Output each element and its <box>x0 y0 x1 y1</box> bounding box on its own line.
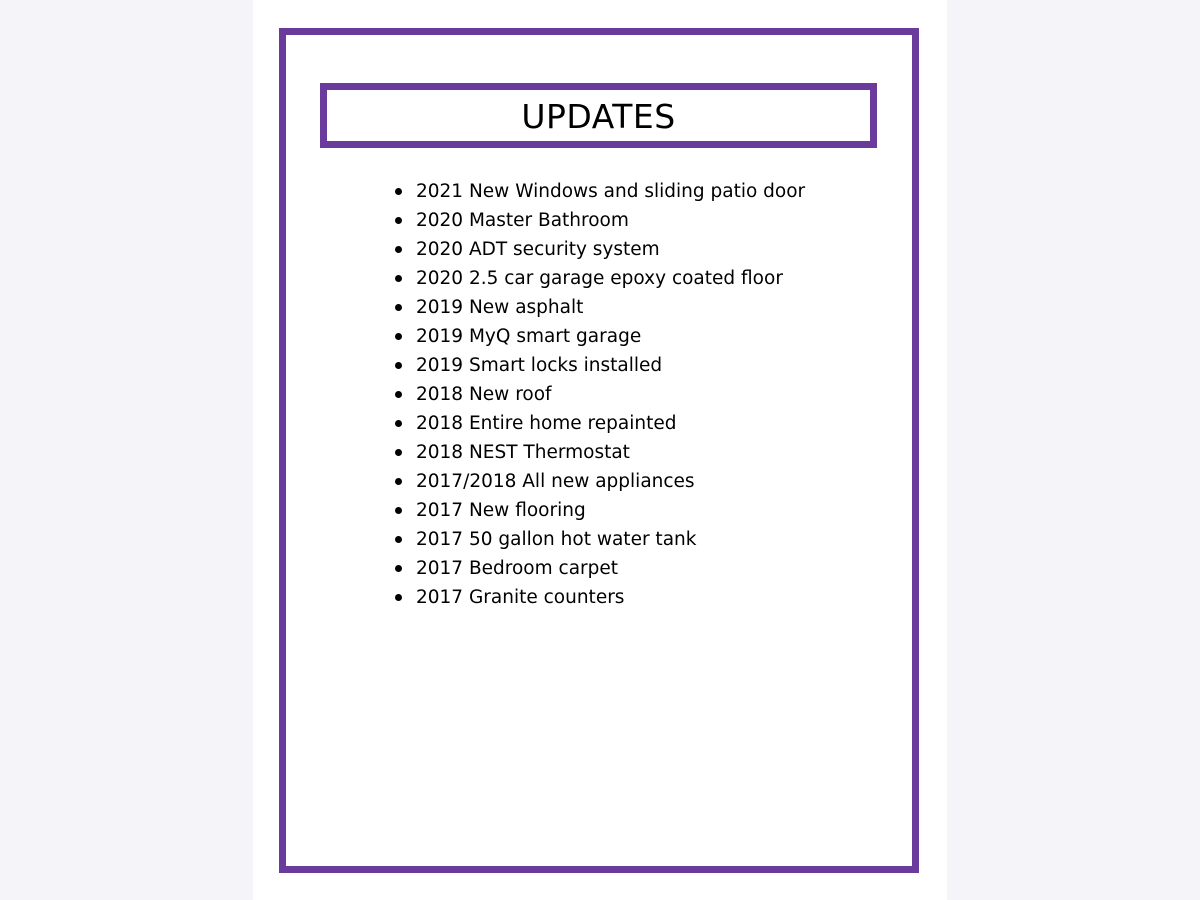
bullet-icon <box>395 536 402 543</box>
list-item-text: 2019 New asphalt <box>416 297 584 318</box>
list-item <box>390 380 805 409</box>
bullet-icon <box>395 420 402 427</box>
list-item <box>390 322 805 351</box>
bullet-icon <box>395 188 402 195</box>
bullet-icon <box>395 333 402 340</box>
list-item <box>390 235 805 264</box>
title-box <box>320 83 877 148</box>
page-title: UPDATES <box>521 97 676 136</box>
bullet-icon <box>395 391 402 398</box>
list-item-text: 2017 Granite counters <box>416 587 625 608</box>
list-item-text: 2020 2.5 car garage epoxy coated floor <box>416 268 783 289</box>
list-item <box>390 467 805 496</box>
bullet-icon <box>395 304 402 311</box>
updates-list <box>390 177 805 612</box>
list-item-text: 2020 Master Bathroom <box>416 210 629 231</box>
list-item <box>390 438 805 467</box>
list-item <box>390 583 805 612</box>
bullet-icon <box>395 217 402 224</box>
list-item <box>390 177 805 206</box>
list-item-text: 2018 Entire home repainted <box>416 413 677 434</box>
list-item <box>390 525 805 554</box>
list-item <box>390 351 805 380</box>
list-item-text: 2018 NEST Thermostat <box>416 442 630 463</box>
bullet-icon <box>395 275 402 282</box>
list-item-text: 2017 50 gallon hot water tank <box>416 529 697 550</box>
list-item-text: 2017 Bedroom carpet <box>416 558 619 579</box>
bullet-icon <box>395 594 402 601</box>
bullet-icon <box>395 449 402 456</box>
list-item-text: 2021 New Windows and sliding patio door <box>416 181 806 202</box>
list-item-text: 2018 New roof <box>416 384 552 405</box>
bullet-icon <box>395 362 402 369</box>
bullet-icon <box>395 565 402 572</box>
list-item <box>390 206 805 235</box>
list-item <box>390 409 805 438</box>
list-item <box>390 264 805 293</box>
bullet-icon <box>395 478 402 485</box>
bullet-icon <box>395 507 402 514</box>
list-item-text: 2017/2018 All new appliances <box>416 471 695 492</box>
list-item <box>390 554 805 583</box>
list-item <box>390 496 805 525</box>
list-item-text: 2019 Smart locks installed <box>416 355 663 376</box>
list-item-text: 2020 ADT security system <box>416 239 660 260</box>
list-item-text: 2019 MyQ smart garage <box>416 326 642 347</box>
list-item-text: 2017 New flooring <box>416 500 586 521</box>
list-item <box>390 293 805 322</box>
bullet-icon <box>395 246 402 253</box>
